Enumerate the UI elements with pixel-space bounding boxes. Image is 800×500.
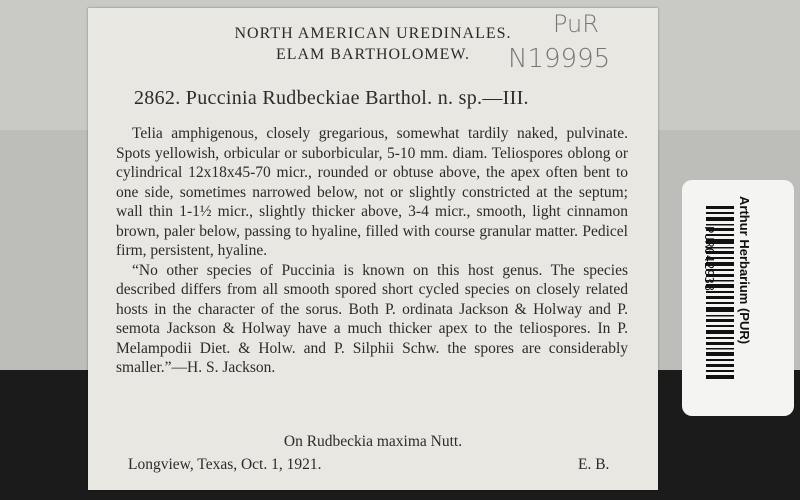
description-paragraph: Telia amphigenous, closely gregarious, somewhat tardily naked, pulvinate. Spots yellowish, orbicular or suborbicular, 5-10 mm. diam. Teliospores oblong or cylindrical 12x18x45-70 micr., rounded or obtuse above, the apex often bent to one side, sometimes narrowed below, not or slightly constricted at the septum; wall thin 1-1½ micr., slightly thicker above, 3-4 micr., smooth, light cinnamon brown, paler below, passing to hyaline, filled with course granular matter. Pedicel firm, persistent, hyaline.	[116, 125, 628, 259]
specimen-label	[88, 8, 658, 490]
species-description-block	[116, 124, 628, 378]
species-heading: 2862. Puccinia Rudbeckiae Barthol. n. sp.—III.	[134, 87, 529, 109]
herbarium-name: Arthur Herbarium (PUR)	[737, 196, 752, 345]
handwritten-accession-number: N19995	[508, 44, 611, 74]
barcode-id: PUR042938	[702, 226, 716, 292]
series-author: ELAM BARTHOLOMEW.	[275, 46, 471, 63]
series-title: NORTH AMERICAN UREDINALES.	[234, 25, 512, 42]
host-line: On Rudbeckia maxima Nutt.	[283, 433, 463, 450]
locality-date: Longview, Texas, Oct. 1, 1921.	[128, 456, 322, 473]
handwritten-herbarium-code: PuR	[553, 10, 599, 38]
remarks-paragraph: “No other species of Puccinia is known on this host genus. The species described differs from all smooth spored short cycled species on closely related hosts in the character of the sorus. Both P. ordinata Jackson & Holway and P. semota Jackson & Holway have a much thicker apex to the teliospores. In P. Melampodii Diet. & Holw. and P. Silphii Schw. the spores are considerably smaller.”—H. S. Jackson.	[116, 261, 628, 376]
collector-initials: E. B.	[578, 456, 610, 473]
